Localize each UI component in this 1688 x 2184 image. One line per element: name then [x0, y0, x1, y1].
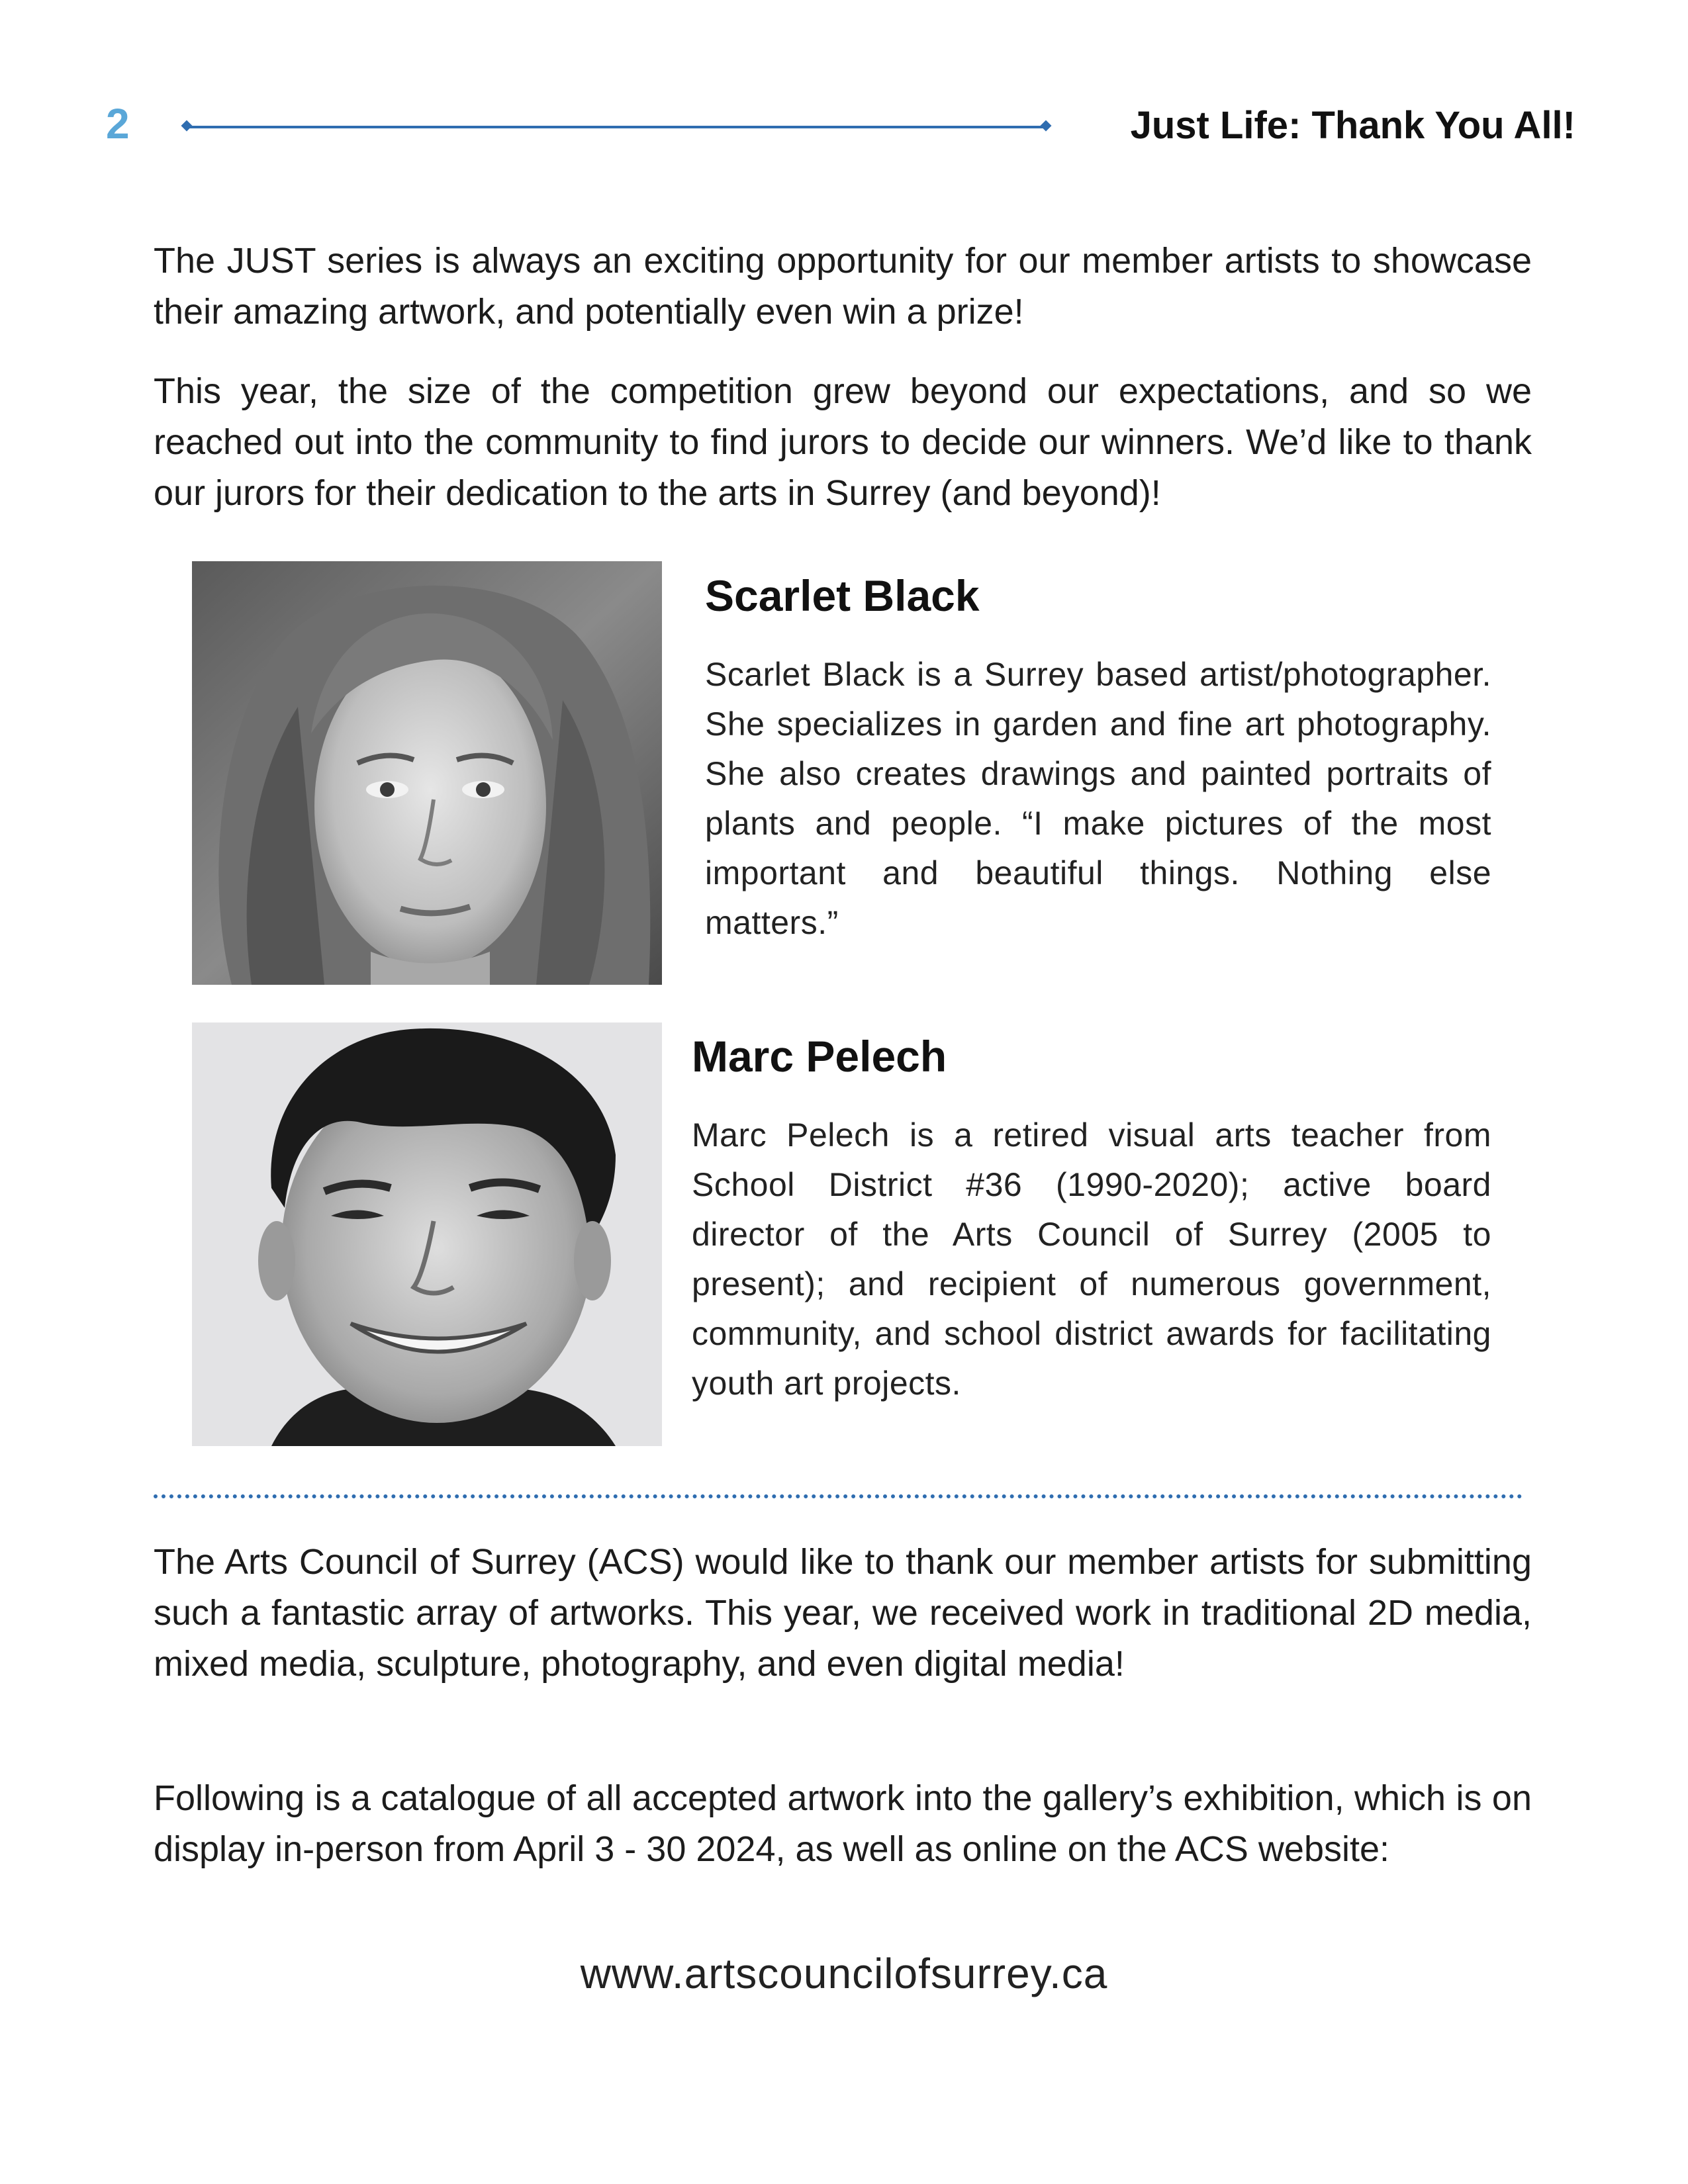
- juror-name-scarlet-black: Scarlet Black: [705, 571, 980, 620]
- website-link[interactable]: www.artscouncilofsurrey.ca: [580, 1950, 1108, 1997]
- intro-paragraph-1: The JUST series is always an exciting opportunity for our member artists to showcase their amazing artwork, and potentially even win a prize!: [154, 241, 1532, 332]
- intro-paragraph-2: This year, the size of the competition grew beyond our expectations, and so we reached out into the community to find jurors to decide our winners. We’d like to thank our jurors for their dedication to the arts in Surrey (and beyond)!: [154, 371, 1532, 513]
- portrait-man-image: [192, 1023, 662, 1446]
- page-number: 2: [106, 100, 130, 148]
- page-title: Just Life: Thank You All!: [1130, 104, 1575, 147]
- marc-pelech-portrait: [192, 1023, 662, 1446]
- header-rule-end-dot: [1041, 120, 1052, 132]
- dotted-divider: [154, 1494, 1523, 1498]
- closing-paragraph-2: Following is a catalogue of all accepted artwork into the gallery’s exhibition, which is on display in-person from April 3 - 30 2024, as well as online on the ACS website:: [154, 1778, 1532, 1869]
- closing-paragraph-1: The Arts Council of Surrey (ACS) would like to thank our member artists for submitting such a fantastic array of artworks. This year, we received work in traditional 2D media, mixed media, sculpture, photography, and even digital media!: [154, 1542, 1532, 1684]
- header-rule: [185, 126, 1046, 128]
- juror-bio-marc-pelech: Marc Pelech is a retired visual arts teacher from School District #36 (1990-2020); active board director of the Arts Council of Surrey (2005 to present); and recipient of numerous government, community, and school district awards for facilitating youth art projects.: [692, 1116, 1491, 1402]
- scarlet-black-portrait: [192, 561, 662, 985]
- juror-bio-scarlet-black: Scarlet Black is a Surrey based artist/photographer. She specializes in garden and fine art photography. She also creates drawings and painted portraits of plants and people. “I make pictures of the most important and beautiful things. Nothing else matters.”: [705, 656, 1491, 941]
- portrait-woman-image: [192, 561, 662, 985]
- juror-name-marc-pelech: Marc Pelech: [692, 1032, 947, 1081]
